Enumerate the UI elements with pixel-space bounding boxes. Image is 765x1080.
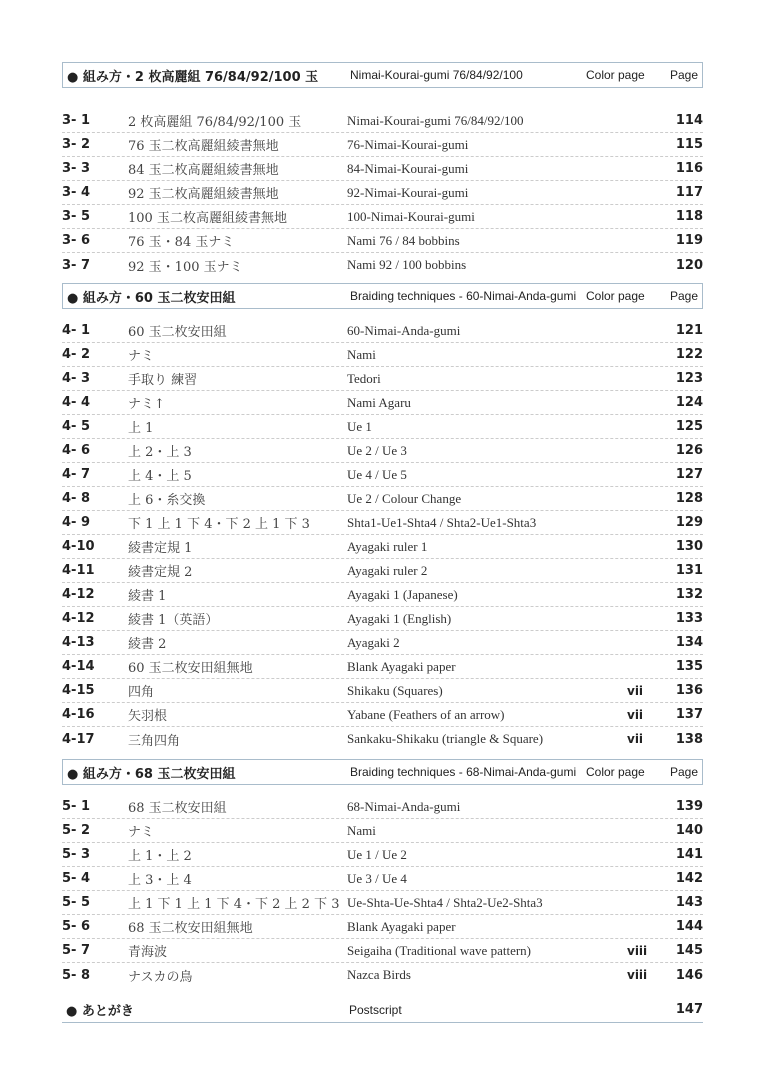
section-rows: [62, 795, 703, 987]
entry-number: 5- 5: [62, 895, 91, 910]
entry-title-en: 84-Nimai-Kourai-gumi: [347, 160, 469, 176]
page-number: 128: [675, 491, 703, 506]
page-number: 124: [675, 395, 703, 410]
page-number: 145: [675, 943, 703, 958]
entry-number: 4- 6: [62, 443, 91, 458]
entry-title-en: Blank Ayagaki paper: [347, 658, 456, 674]
toc-row: [62, 205, 703, 229]
section-title: ● 組み方・68 玉二枚安田組: [67, 766, 236, 782]
entry-title-jp: 青海波: [128, 945, 168, 960]
toc-row: [62, 535, 703, 559]
entry-number: 5- 7: [62, 943, 91, 958]
page-number: 123: [675, 371, 703, 386]
entry-number: 5- 8: [62, 967, 91, 983]
entry-number: 4-16: [62, 707, 95, 722]
color-page-label: Color page: [586, 765, 645, 779]
entry-title-jp: ナミ: [128, 349, 155, 364]
page-number: 127: [675, 467, 703, 482]
toc-row: [62, 109, 703, 133]
entry-title-jp: 76 玉二枚高麗組綾書無地: [128, 139, 279, 154]
toc-row: [62, 819, 703, 843]
entry-number: 4- 8: [62, 491, 91, 506]
toc-row: [62, 319, 703, 343]
toc-row: [62, 607, 703, 631]
entry-title-en: 100-Nimai-Kourai-gumi: [347, 208, 475, 224]
postscript-page: 147: [675, 1002, 703, 1017]
toc-row: [62, 703, 703, 727]
entry-title-en: Ue 1 / Ue 2: [347, 846, 407, 862]
entry-title-jp: 100 玉二枚高麗組綾書無地: [128, 211, 287, 226]
toc-row: [62, 679, 703, 703]
entry-title-en: Ue 2 / Colour Change: [347, 490, 462, 506]
page-number: 129: [675, 515, 703, 530]
page-number: 140: [675, 823, 703, 838]
entry-title-jp: 84 玉二枚高麗組綾書無地: [128, 163, 279, 178]
entry-title-jp: 綾書 1（英語）: [128, 613, 219, 628]
entry-number: 3- 7: [62, 257, 91, 273]
toc-row: [62, 867, 703, 891]
toc-row: [62, 963, 703, 987]
entry-title-en: Ue-Shta-Ue-Shta4 / Shta2-Ue2-Shta3: [347, 894, 543, 910]
toc-row: [62, 891, 703, 915]
entry-title-jp: 下 1 上 1 下 4・下 2 上 1 下 3: [128, 517, 310, 532]
entry-title-en: Ayagaki ruler 1: [347, 538, 428, 554]
toc-row: [62, 559, 703, 583]
postscript-title: ● あとがき: [66, 1004, 134, 1019]
page-number: 139: [675, 799, 703, 814]
toc-row: [62, 631, 703, 655]
toc-row: [62, 181, 703, 205]
page-number: 136: [675, 683, 703, 698]
toc-row: [62, 157, 703, 181]
page-number: 133: [675, 611, 703, 626]
page-number: 138: [675, 731, 703, 747]
entry-title-en: Nami Agaru: [347, 394, 411, 410]
entry-title-en: Nimai-Kourai-gumi 76/84/92/100: [347, 112, 524, 128]
entry-number: 5- 1: [62, 799, 91, 814]
page-number: 134: [675, 635, 703, 650]
toc-row: [62, 843, 703, 867]
page-number: 119: [675, 233, 703, 248]
toc-row: [62, 511, 703, 535]
entry-title-en: Ayagaki 1 (English): [347, 610, 452, 626]
entry-title-en: Ue 3 / Ue 4: [347, 870, 407, 886]
toc-row: [62, 463, 703, 487]
entry-title-jp: 綾書 1: [128, 589, 167, 604]
entry-title-jp: 60 玉二枚安田組: [128, 325, 227, 340]
entry-title-en: Ayagaki 2: [347, 634, 400, 650]
page-number: 117: [675, 185, 703, 200]
entry-title-jp: 上 6・糸交換: [128, 493, 206, 508]
color-page: viii: [627, 968, 648, 982]
section-header: [62, 283, 703, 309]
entry-title-en: Nazca Birds: [347, 967, 411, 982]
entry-number: 5- 2: [62, 823, 91, 838]
toc-row: [62, 583, 703, 607]
page-number: 143: [675, 895, 703, 910]
entry-number: 4-12: [62, 611, 95, 626]
toc-row: [62, 391, 703, 415]
entry-number: 3- 1: [62, 113, 91, 128]
entry-number: 4- 9: [62, 515, 91, 530]
entry-title-en: 92-Nimai-Kourai-gumi: [347, 184, 469, 200]
entry-number: 4-14: [62, 659, 95, 674]
entry-title-jp: 矢羽根: [128, 709, 168, 724]
entry-title-en: Nami: [347, 822, 376, 838]
toc-row: [62, 439, 703, 463]
entry-number: 4-17: [62, 731, 95, 747]
entry-title-jp: 上 4・上 5: [128, 469, 192, 484]
page-label: Page: [669, 765, 698, 779]
toc-row: [62, 367, 703, 391]
entry-number: 4- 7: [62, 467, 91, 482]
postscript-title-en: Postscript: [349, 1002, 402, 1017]
entry-title-jp: 76 玉・84 玉ナミ: [128, 235, 235, 250]
color-page: viii: [627, 943, 648, 958]
entry-number: 4-15: [62, 683, 95, 698]
entry-number: 4- 3: [62, 371, 91, 386]
page-number: 131: [675, 563, 703, 578]
section-title: ● 組み方・2 枚高麗組 76/84/92/100 玉: [67, 69, 319, 85]
page-number: 118: [675, 209, 703, 224]
page-label: Page: [669, 289, 698, 303]
page-number: 116: [675, 161, 703, 176]
page-number: 141: [675, 847, 703, 862]
entry-title-jp: ナスカの鳥: [128, 969, 193, 985]
entry-title-en: Nami: [347, 346, 376, 362]
toc-row: [62, 939, 703, 963]
entry-title-en: Ue 2 / Ue 3: [347, 442, 407, 458]
entry-number: 3- 6: [62, 233, 91, 248]
entry-title-jp: ナミ↑: [128, 397, 165, 412]
entry-title-en: Ayagaki 1 (Japanese): [347, 586, 458, 602]
toc-row: [62, 487, 703, 511]
entry-title-jp: 2 枚高麗組 76/84/92/100 玉: [128, 115, 302, 130]
section-rows: [62, 319, 703, 751]
entry-title-en: Nami 92 / 100 bobbins: [347, 257, 467, 272]
entry-title-jp: 上 2・上 3: [128, 445, 192, 460]
entry-number: 4- 5: [62, 419, 91, 434]
page-number: 120: [675, 257, 703, 273]
table-of-contents: [62, 62, 703, 1023]
entry-title-en: Yabane (Feathers of an arrow): [347, 706, 505, 722]
section-title-en: Nimai-Kourai-gumi 76/84/92/100: [350, 68, 523, 82]
color-page: vii: [627, 707, 644, 722]
page-number: 114: [675, 113, 703, 128]
entry-title-jp: 綾書 2: [128, 637, 167, 652]
toc-row: [62, 727, 703, 751]
entry-number: 4-13: [62, 635, 95, 650]
section-header: [62, 759, 703, 785]
entry-number: 5- 6: [62, 919, 91, 934]
entry-title-jp: 上 1: [128, 421, 154, 436]
section-title-en: Braiding techniques - 60-Nimai-Anda-gumi: [350, 289, 577, 303]
entry-number: 3- 3: [62, 161, 91, 176]
toc-row: [62, 795, 703, 819]
page-number: 115: [675, 137, 703, 152]
entry-title-en: Nami 76 / 84 bobbins: [347, 232, 460, 248]
toc-row: [62, 253, 703, 277]
toc-row: [62, 415, 703, 439]
toc-row: [62, 229, 703, 253]
entry-title-en: Shta1-Ue1-Shta4 / Shta2-Ue1-Shta3: [347, 514, 537, 530]
entry-title-jp: 手取り 練習: [128, 373, 198, 388]
section-header: [62, 62, 703, 88]
toc-row: [62, 133, 703, 157]
page-number: 130: [675, 539, 703, 554]
entry-title-jp: 上 1 下 1 上 1 下 4・下 2 上 2 下 3: [128, 897, 340, 912]
color-page: vii: [627, 683, 644, 698]
color-page-label: Color page: [586, 289, 645, 303]
entry-title-jp: 上 1・上 2: [128, 849, 192, 864]
entry-title-jp: 上 3・上 4: [128, 873, 192, 888]
section-rows: [62, 109, 703, 277]
entry-number: 3- 2: [62, 137, 91, 152]
entry-title-en: Shikaku (Squares): [347, 682, 443, 698]
page-number: 132: [675, 587, 703, 602]
entry-number: 4-10: [62, 539, 95, 554]
page-number: 142: [675, 871, 703, 886]
section-title: ● 組み方・60 玉二枚安田組: [67, 290, 236, 306]
entry-title-en: 60-Nimai-Anda-gumi: [347, 322, 461, 338]
entry-title-jp: 三角四角: [128, 733, 181, 749]
entry-title-jp: 60 玉二枚安田組無地: [128, 661, 253, 676]
entry-title-jp: 綾書定規 2: [128, 565, 193, 580]
page-number: 144: [675, 919, 703, 934]
section-title-en: Braiding techniques - 68-Nimai-Anda-gumi: [350, 765, 577, 779]
entry-title-jp: 四角: [128, 685, 155, 700]
page-number: 135: [675, 659, 703, 674]
entry-title-en: Ayagaki ruler 2: [347, 562, 428, 578]
toc-row: [62, 915, 703, 939]
entry-title-en: Ue 4 / Ue 5: [347, 466, 407, 482]
page-number: 137: [675, 707, 703, 722]
color-page: vii: [627, 732, 644, 746]
entry-number: 4-11: [62, 563, 95, 578]
entry-number: 4-12: [62, 587, 95, 602]
entry-number: 3- 5: [62, 209, 91, 224]
entry-number: 4- 1: [62, 323, 91, 338]
entry-title-en: Ue 1: [347, 418, 372, 434]
entry-title-en: Seigaiha (Traditional wave pattern): [347, 942, 531, 958]
entry-number: 4- 2: [62, 347, 91, 362]
toc-row: [62, 655, 703, 679]
entry-title-jp: 68 玉二枚安田組: [128, 801, 227, 816]
entry-number: 5- 4: [62, 871, 91, 886]
page-label: Page: [669, 68, 698, 82]
postscript-row: [62, 997, 703, 1023]
page-number: 122: [675, 347, 703, 362]
entry-title-en: Tedori: [347, 370, 381, 386]
entry-number: 3- 4: [62, 185, 91, 200]
page-number: 146: [675, 967, 703, 983]
page-number: 121: [675, 323, 703, 338]
entry-title-jp: 92 玉・100 玉ナミ: [128, 259, 243, 275]
entry-title-en: 68-Nimai-Anda-gumi: [347, 798, 461, 814]
entry-title-en: Blank Ayagaki paper: [347, 918, 456, 934]
page-number: 126: [675, 443, 703, 458]
entry-title-jp: 綾書定規 1: [128, 541, 193, 556]
color-page-label: Color page: [586, 68, 645, 82]
page-number: 125: [675, 419, 703, 434]
entry-number: 4- 4: [62, 395, 91, 410]
entry-title-en: 76-Nimai-Kourai-gumi: [347, 136, 469, 152]
toc-row: [62, 343, 703, 367]
entry-title-en: Sankaku-Shikaku (triangle & Square): [347, 731, 544, 746]
entry-title-jp: 92 玉二枚高麗組綾書無地: [128, 187, 279, 202]
entry-number: 5- 3: [62, 847, 91, 862]
entry-title-jp: ナミ: [128, 825, 155, 840]
entry-title-jp: 68 玉二枚安田組無地: [128, 921, 253, 936]
